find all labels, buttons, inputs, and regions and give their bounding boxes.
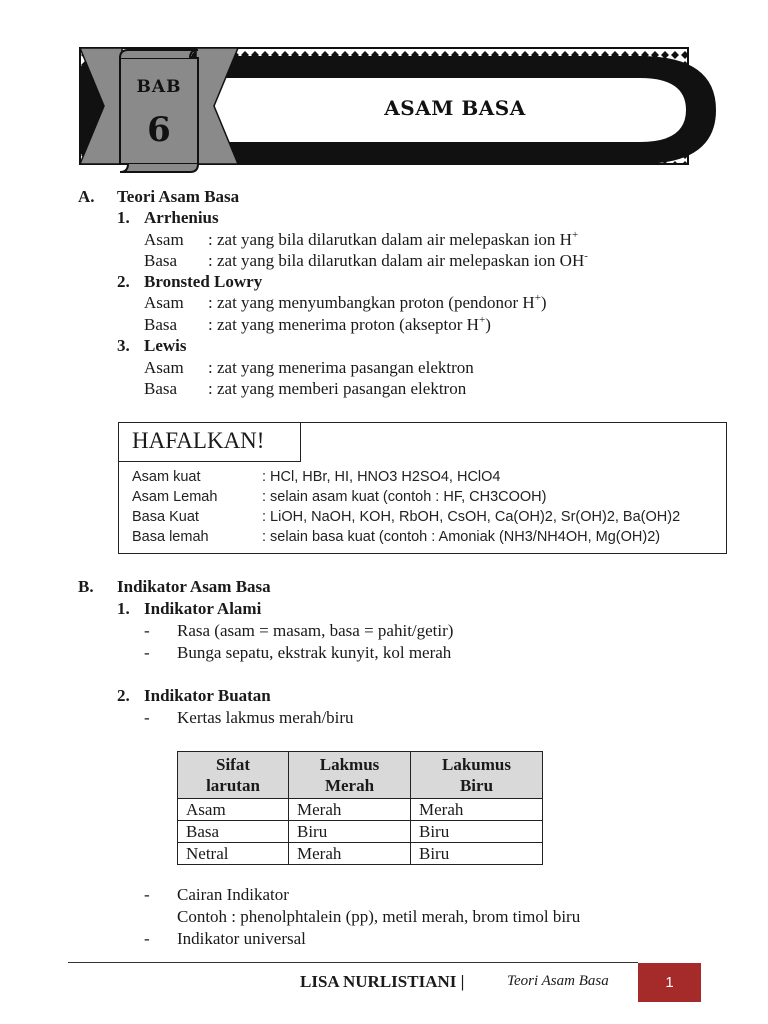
theory-3-basa-def: : zat yang memberi pasangan elektron: [208, 379, 467, 398]
table-header-cell: Lakmus Merah: [289, 752, 411, 799]
sub2-num: 2.: [117, 686, 130, 705]
lakmus-table: [177, 751, 543, 865]
hafalkan-row-value: : selain basa kuat (contoh : Amoniak (NH3/NH4OH, Mg(OH)2): [262, 529, 661, 545]
list-item: Rasa (asam = masam, basa = pahit/getir): [177, 621, 454, 640]
table-header-cell: Lakumus Biru: [411, 752, 543, 799]
page-number: 1: [638, 963, 701, 1002]
table-cell: Merah: [289, 843, 411, 865]
theory-1-basa-def: : zat yang bila dilarutkan dalam air melepaskan ion OH-: [208, 250, 588, 270]
hafalkan-row-label: Asam kuat: [132, 469, 201, 485]
section-a-letter: A.: [78, 187, 95, 206]
table-row: [178, 843, 543, 865]
sub1-title: Indikator Alami: [144, 599, 262, 618]
table-row: [178, 821, 543, 843]
bullet: -: [144, 708, 150, 727]
table-header-row: [178, 752, 543, 799]
list-item-subtext: Contoh : phenolphtalein (pp), metil merah, brom timol biru: [177, 907, 581, 926]
theory-2-num: 2.: [117, 272, 130, 291]
table-cell: Netral: [178, 843, 289, 865]
footer-author: LISA NURLISTIANI |: [300, 972, 465, 991]
bab-number: 6: [147, 110, 171, 150]
sub2-title: Indikator Buatan: [144, 686, 271, 705]
theory-2-basa-def: : zat yang menerima proton (akseptor H+): [208, 314, 491, 334]
bullet: -: [144, 643, 150, 662]
table-cell: Merah: [411, 799, 543, 821]
hafalkan-title: HAFALKAN!: [132, 428, 265, 453]
bullet: -: [144, 621, 150, 640]
hafalkan-row-label: Basa lemah: [132, 529, 209, 545]
theory-3-asam-def: : zat yang menerima pasangan elektron: [208, 358, 474, 377]
table-cell: Asam: [178, 799, 289, 821]
theory-3-name: Lewis: [144, 336, 187, 355]
theory-1-asam-label: Asam: [144, 230, 184, 249]
section-a-title: Teori Asam Basa: [117, 187, 240, 206]
table-header-cell: Sifat larutan: [178, 752, 289, 799]
theory-3-basa-label: Basa: [144, 379, 178, 398]
theory-2-basa-label: Basa: [144, 315, 178, 334]
theory-1-name: Arrhenius: [144, 208, 219, 227]
table-cell: Merah: [289, 799, 411, 821]
list-item: Cairan Indikator: [177, 885, 289, 904]
chapter-title: ASAM BASA: [384, 96, 526, 120]
theory-2-asam-def: : zat yang menyumbangkan proton (pendonor H+): [208, 292, 547, 312]
list-item: Bunga sepatu, ekstrak kunyit, kol merah: [177, 643, 452, 662]
hafalkan-row-value: : selain asam kuat (contoh : HF, CH3COOH): [262, 489, 547, 505]
list-item: Kertas lakmus merah/biru: [177, 708, 354, 727]
footer-divider: [68, 962, 638, 963]
theory-2-asam-label: Asam: [144, 293, 184, 312]
chapter-banner: [0, 0, 768, 180]
theory-1-asam-def: : zat yang bila dilarutkan dalam air melepaskan ion H+: [208, 229, 579, 249]
list-item: Indikator universal: [177, 929, 306, 948]
footer-course: Teori Asam Basa: [507, 973, 609, 989]
theory-2-name: Bronsted Lowry: [144, 272, 263, 291]
table-cell: Biru: [411, 821, 543, 843]
sub1-num: 1.: [117, 599, 130, 618]
bullet: -: [144, 929, 150, 948]
table-cell: Biru: [411, 843, 543, 865]
theory-1-basa-label: Basa: [144, 251, 178, 270]
theory-1-num: 1.: [117, 208, 130, 227]
theory-3-asam-label: Asam: [144, 358, 184, 377]
hafalkan-row-value: : LiOH, NaOH, KOH, RbOH, CsOH, Ca(OH)2, Sr(OH)2, Ba(OH)2: [262, 509, 681, 525]
hafalkan-row-label: Asam Lemah: [132, 489, 218, 505]
table-row: [178, 799, 543, 821]
hafalkan-row-value: : HCl, HBr, HI, HNO3 H2SO4, HClO4: [262, 469, 501, 485]
section-b-letter: B.: [78, 577, 94, 596]
theory-3-num: 3.: [117, 336, 130, 355]
table-cell: Basa: [178, 821, 289, 843]
bullet: -: [144, 885, 150, 904]
table-cell: Biru: [289, 821, 411, 843]
bab-label: BAB: [136, 77, 182, 97]
section-b-title: Indikator Asam Basa: [117, 577, 271, 596]
hafalkan-row-label: Basa Kuat: [132, 509, 199, 525]
